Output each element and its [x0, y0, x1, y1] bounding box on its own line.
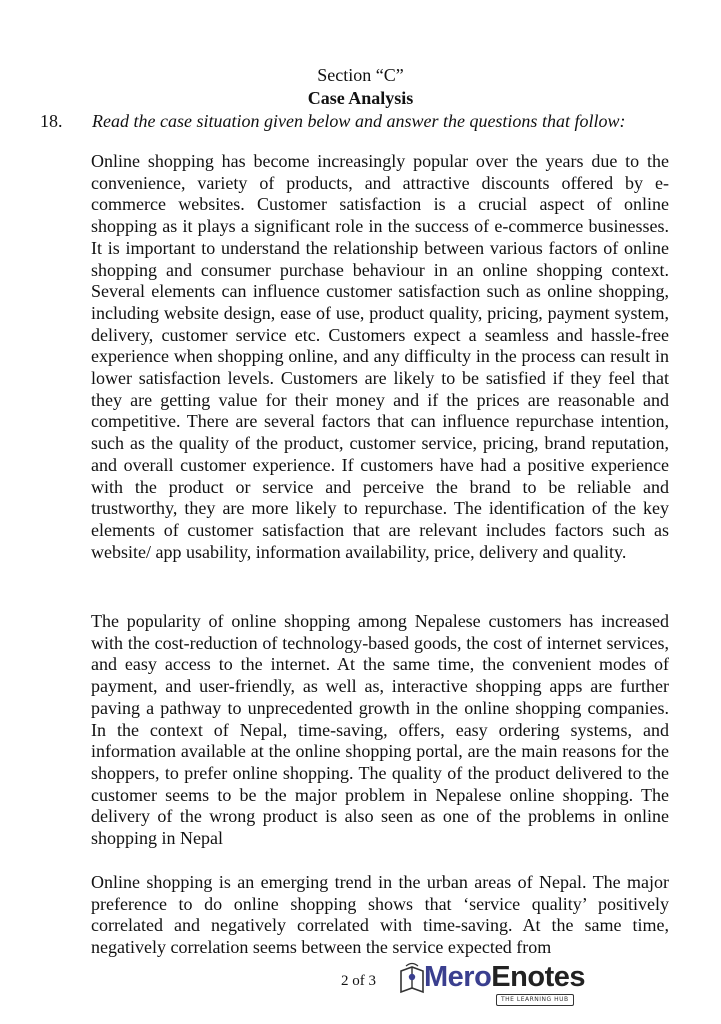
case-paragraph-3: Online shopping is an emerging trend in the urban areas of Nepal. The major preference to do online shopping shows that ‘service quality’ positively correlated and negatively correlated with time-saving. At the same time, negatively correlation seems between the service expected from	[91, 872, 669, 958]
page-indicator: 2 of 3	[341, 973, 376, 989]
case-title: Case Analysis	[307, 88, 414, 108]
question-instruction: Read the case situation given below and answer the questions that follow:	[92, 111, 626, 131]
case-paragraph-2: The popularity of online shopping among Nepalese customers has increased with the cost-reduction of technology-based goods, the cost of internet services, and easy access to the internet. At the same time, the convenient modes of payment, and user-friendly, as well as, interactive shopping apps are further paving a pathway to unprecedented growth in the online shopping companies. In the context of Nepal, time-saving, offers, easy ordering systems, and information available at the online shopping portal, are the main reasons for the shoppers, to prefer online shopping. The quality of the product delivered to the customer seems to be the major problem in Nepalese online shopping. The delivery of the wrong product is also seen as one of the problems in online shopping in Nepal	[91, 611, 669, 849]
logo-enotes-text: Enotes	[491, 961, 585, 993]
book-icon	[398, 962, 426, 996]
question-number: 18.	[40, 111, 63, 131]
case-paragraph-1: Online shopping has become increasingly popular over the years due to the convenience, variety of products, and attractive discounts offered by e-commerce websites. Customer satisfaction is a crucial aspect of online shopping as it plays a significant role in the success of e-commerce businesses. It is important to understand the relationship between various factors of online shopping and consumer purchase behaviour in an online shopping context. Several elements can influence customer satisfaction such as online shopping, including website design, ease of use, product quality, pricing, payment system, delivery, customer service etc. Customers expect a seamless and hassle-free experience when shopping online, and any difficulty in the process can result in lower satisfaction levels. Customers are likely to be satisfied if they feel that they are getting value for their money and if the prices are reasonable and competitive. There are several factors that can influence repurchase intention, such as the quality of the product, customer service, pricing, brand reputation, and overall customer experience. If customers have had a positive experience with the product or service and perceive the brand to be reliable and trustworthy, they are more likely to repurchase. The identification of the key elements of customer satisfaction that are relevant includes factors such as website/ app usability, information availability, price, delivery and quality.	[91, 151, 669, 562]
meroenotes-logo	[398, 958, 610, 1006]
logo-mero-text: Mero	[424, 961, 492, 993]
section-label: Section “C”	[317, 65, 404, 85]
logo-tagline: THE LEARNING HUB	[496, 994, 574, 1006]
logo-wordmark	[424, 960, 585, 994]
